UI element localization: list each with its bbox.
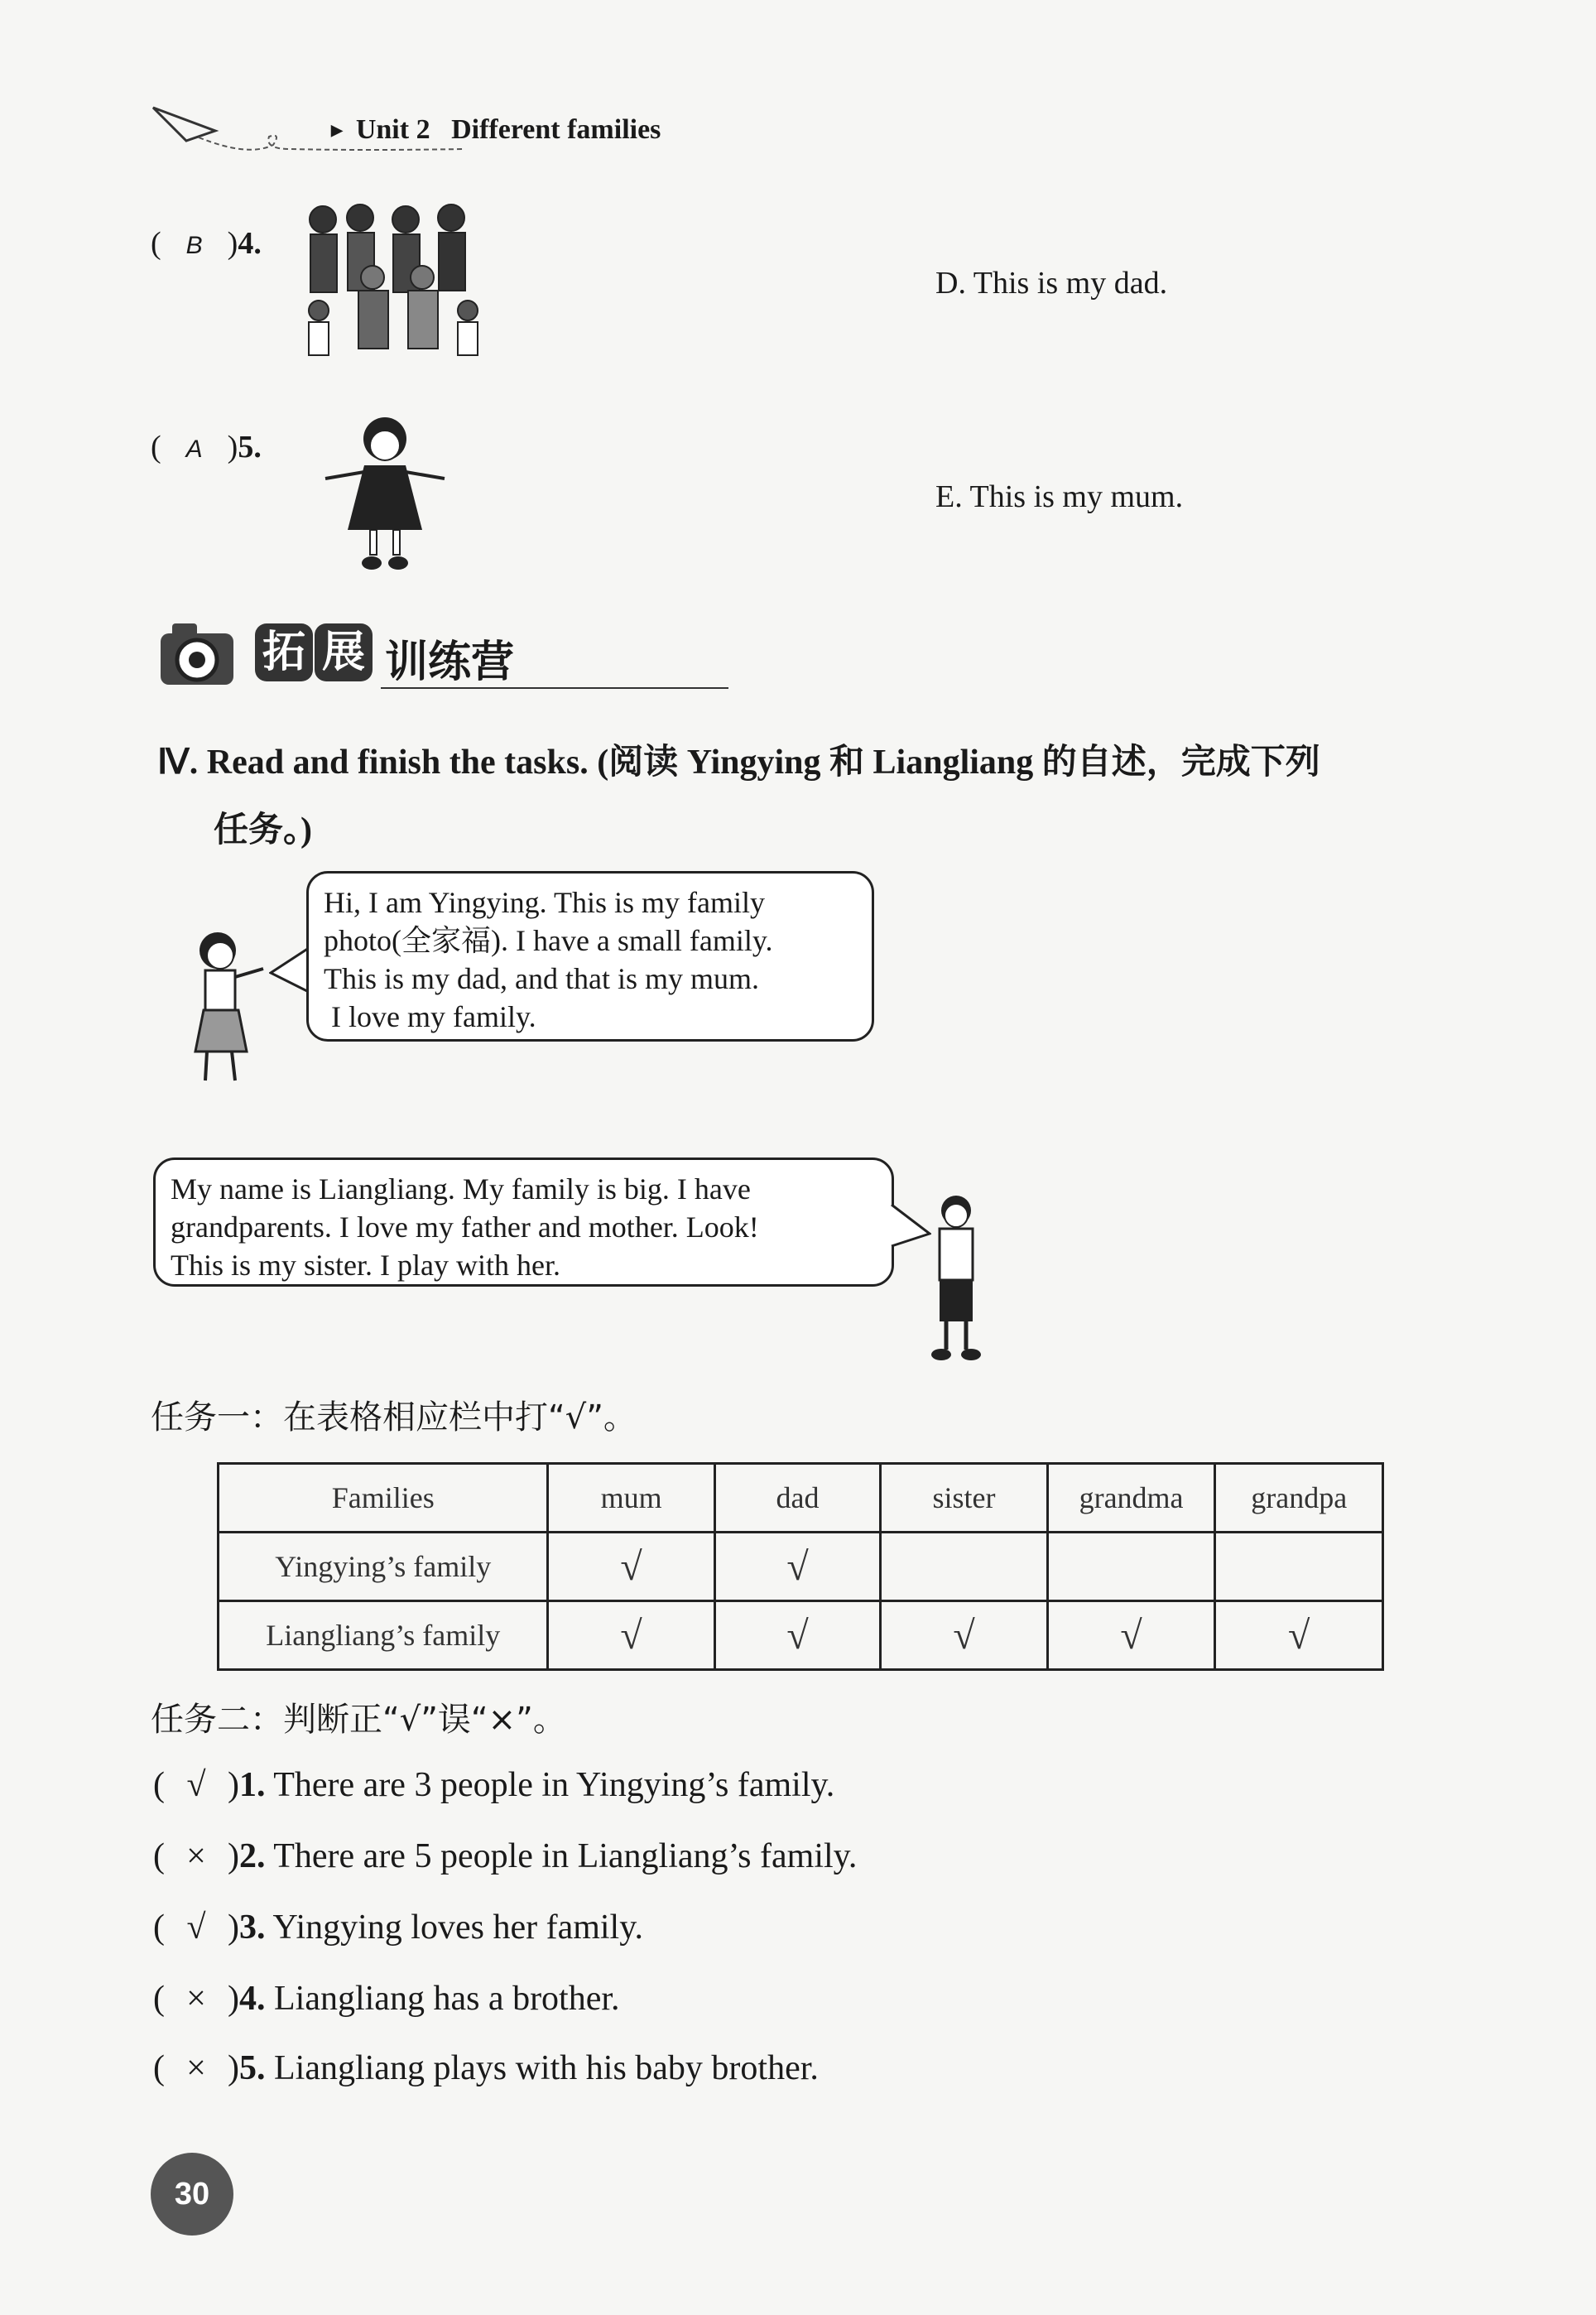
section-4-numeral: Ⅳ [157, 744, 190, 782]
mark-cell [1215, 1533, 1383, 1601]
judge-num-5: 5. [239, 2049, 266, 2087]
section-4-title-cont: 任务。) [214, 811, 312, 849]
triangle-icon: ▶ [331, 122, 343, 138]
judge-mark-5: × [186, 2049, 206, 2087]
page-number: 30 [151, 2153, 233, 2236]
liangliang-line-1: My name is Liangliang. My family is big. I have [171, 1172, 751, 1206]
question-4: ( B )4. [151, 226, 262, 261]
question-4-number: 4. [238, 226, 262, 261]
badge-tuo: 拓 [255, 623, 313, 681]
judge-mark-4: × [186, 1980, 206, 2018]
mark-cell [881, 1533, 1047, 1601]
yingying-line-4: I love my family. [324, 1000, 536, 1033]
liangliang-speech-bubble [153, 1158, 894, 1287]
header-families: Families [219, 1464, 548, 1533]
question-5: ( A )5. [151, 430, 262, 464]
judge-text-2: There are 5 people in Liangliang’s family. [273, 1837, 858, 1875]
answer-5: A [185, 436, 203, 463]
judge-text-3: Yingying loves her family. [272, 1908, 643, 1947]
judge-item-1: ( √ )1. There are 3 people in Yingying’s family. [153, 1766, 835, 1804]
option-e: E. This is my mum. [935, 479, 1184, 514]
section-4-title [157, 729, 1465, 864]
row-name: Liangliang’s family [219, 1601, 548, 1670]
row-name: Yingying’s family [219, 1533, 548, 1601]
mark-cell: √ [714, 1533, 881, 1601]
header-grandpa: grandpa [1215, 1464, 1383, 1533]
unit-title: Different families [451, 114, 661, 145]
judge-num-3: 3. [239, 1908, 266, 1947]
family-photo-illustration [294, 195, 497, 377]
answer-4: B [185, 232, 203, 259]
liangliang-illustration [915, 1192, 997, 1366]
judge-mark-3: √ [186, 1908, 206, 1947]
question-5-number: 5. [238, 430, 262, 464]
header-dad: dad [714, 1464, 881, 1533]
judge-num-4: 4. [239, 1980, 266, 2018]
header-sister: sister [881, 1464, 1047, 1533]
table-header-row [219, 1464, 1383, 1533]
yingying-speech-bubble [306, 871, 874, 1042]
judge-text-5: Liangliang plays with his baby brother. [274, 2049, 819, 2087]
unit-header [331, 114, 661, 146]
mark-cell: √ [1215, 1601, 1383, 1670]
judge-mark-2: × [186, 1837, 206, 1875]
yingying-illustration [180, 927, 280, 1093]
section-banner [157, 609, 604, 700]
badge-zhan: 展 [315, 623, 373, 681]
liangliang-line-2: grandparents. I love my father and mother. Look! [171, 1210, 759, 1244]
unit-label: Unit 2 [355, 114, 430, 145]
mark-cell: √ [714, 1601, 881, 1670]
table-row [219, 1533, 1383, 1601]
judge-item-2: ( × )2. There are 5 people in Liangliang’s family. [153, 1837, 858, 1875]
judge-num-2: 2. [239, 1837, 266, 1875]
task2-label: 任务二：判断正“√”误“×”。 [151, 1701, 566, 1739]
banner-underline [381, 687, 728, 689]
section-4-title-text: . Read and finish the tasks. (阅读 Yingying 和 Liangliang 的自述，完成下列 [189, 744, 1320, 782]
mark-cell: √ [548, 1533, 714, 1601]
judge-mark-1: √ [186, 1766, 206, 1804]
yingying-line-2: photo(全家福). I have a small family. [324, 924, 773, 957]
header-mum: mum [548, 1464, 714, 1533]
girl-illustration [319, 414, 451, 575]
header-grandma: grandma [1047, 1464, 1215, 1533]
yingying-bubble-tail [269, 944, 310, 994]
judge-text-4: Liangliang has a brother. [274, 1980, 620, 2018]
camera-icon [157, 617, 240, 691]
table-row [219, 1601, 1383, 1670]
banner-label: 训练营 [385, 638, 515, 687]
judge-num-1: 1. [239, 1766, 266, 1804]
judge-text-1: There are 3 people in Yingying’s family. [273, 1766, 835, 1804]
mark-cell: √ [548, 1601, 714, 1670]
judge-item-4: ( × )4. Liangliang has a brother. [153, 1980, 620, 2018]
mark-cell [1047, 1533, 1215, 1601]
yingying-line-1: Hi, I am Yingying. This is my family [324, 886, 765, 919]
yingying-line-3: This is my dad, and that is my mum. [324, 962, 759, 995]
judge-item-3: ( √ )3. Yingying loves her family. [153, 1908, 643, 1947]
liangliang-line-3: This is my sister. I play with her. [171, 1249, 560, 1282]
family-table [217, 1462, 1384, 1671]
judge-item-5: ( × )5. Liangliang plays with his baby brother. [153, 2049, 819, 2087]
task1-label: 任务一：在表格相应栏中打“√”。 [151, 1398, 637, 1437]
mark-cell: √ [1047, 1601, 1215, 1670]
option-d: D. This is my dad. [935, 266, 1168, 301]
mark-cell: √ [881, 1601, 1047, 1670]
